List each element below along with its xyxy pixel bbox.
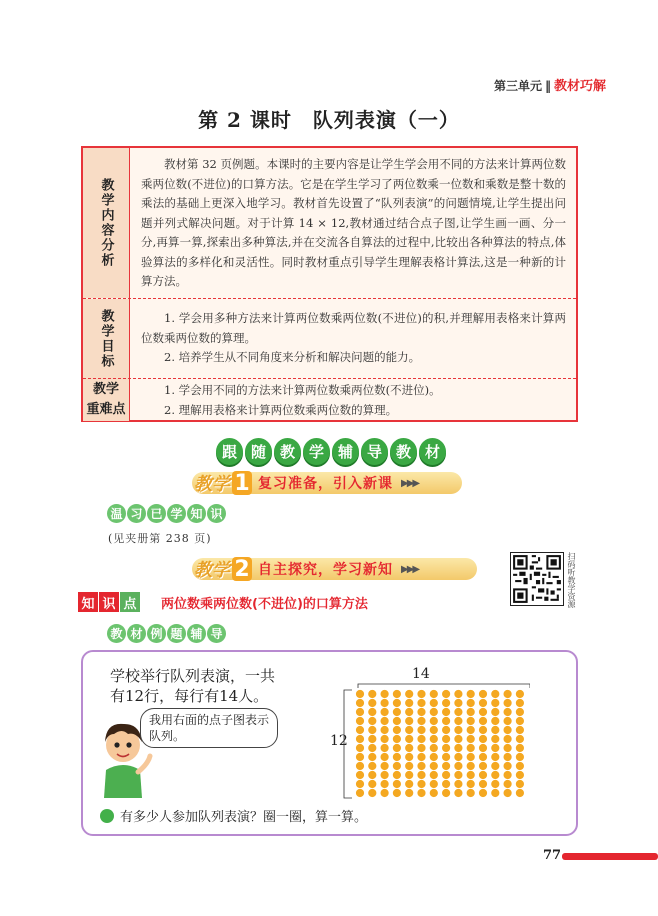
- grid-dot: [491, 708, 499, 716]
- grid-dot: [405, 771, 413, 779]
- grid-dot: [381, 717, 389, 725]
- grid-dot: [454, 726, 462, 734]
- grid-dot: [405, 753, 413, 761]
- grid-dot: [454, 780, 462, 788]
- example-header-char: 例: [147, 624, 166, 643]
- grid-dot: [368, 717, 376, 725]
- qr-code-icon[interactable]: [510, 552, 564, 606]
- grid-dot: [479, 771, 487, 779]
- grid-dot: [516, 699, 524, 707]
- grid-dot: [454, 735, 462, 743]
- page-number: 77: [543, 848, 562, 863]
- grid-dot: [454, 744, 462, 752]
- grid-dot: [430, 753, 438, 761]
- grid-dot: [417, 708, 425, 716]
- grid-dot: [442, 753, 450, 761]
- grid-dot: [467, 753, 475, 761]
- grid-dot: [356, 699, 364, 707]
- problem-text: [110, 666, 310, 706]
- arrow-icon: ▶▶▶: [401, 563, 419, 575]
- grid-dot: [467, 735, 475, 743]
- grid-dot: [381, 780, 389, 788]
- grid-dot: [393, 699, 401, 707]
- grid-dot: [417, 753, 425, 761]
- bullet-icon: [100, 809, 114, 823]
- info-paragraph: 2. 培养学生从不同角度来分析和解决问题的能力。: [164, 350, 421, 364]
- teaching-info-table: [81, 146, 578, 422]
- grid-dot: [504, 735, 512, 743]
- grid-dot: [454, 753, 462, 761]
- grid-dot: [405, 789, 413, 797]
- dot-grid-dots: [356, 690, 524, 797]
- grid-dot: [405, 762, 413, 770]
- grid-dot: [516, 780, 524, 788]
- info-paragraph: 1. 学会用多种方法来计算两位数乘两位数(不进位)的积,并理解用表格来计算两位数乘两位数的算理。: [141, 311, 566, 345]
- page-bar: [562, 853, 658, 860]
- grid-dot: [491, 771, 499, 779]
- banner-char: 学: [303, 438, 330, 465]
- grid-dot: [356, 744, 364, 752]
- grid-dot: [504, 690, 512, 698]
- kp-char: 点: [120, 592, 140, 612]
- grid-dot: [393, 735, 401, 743]
- grid-dot: [504, 726, 512, 734]
- grid-dot: [405, 735, 413, 743]
- grid-dot: [356, 717, 364, 725]
- grid-dot: [504, 717, 512, 725]
- grid-dot: [479, 690, 487, 698]
- question: [100, 806, 367, 825]
- grid-dot: [479, 753, 487, 761]
- grid-dot: [504, 699, 512, 707]
- grid-dot: [454, 708, 462, 716]
- grid-dot: [504, 771, 512, 779]
- grid-dot: [491, 780, 499, 788]
- grid-dot: [356, 735, 364, 743]
- grid-dot: [356, 762, 364, 770]
- grid-dot: [467, 762, 475, 770]
- grid-dot: [516, 771, 524, 779]
- example-header: [107, 624, 226, 643]
- grid-dot: [381, 771, 389, 779]
- section-label: 教材巧解: [553, 79, 606, 94]
- grid-dot: [516, 726, 524, 734]
- grid-dot: [368, 780, 376, 788]
- info-paragraph: 1. 学会用不同的方法来计算两位数乘两位数(不进位)。: [164, 383, 441, 397]
- step-1-header: [192, 472, 462, 494]
- grid-dot: [430, 735, 438, 743]
- grid-dot: [417, 699, 425, 707]
- grid-dot: [430, 708, 438, 716]
- step-word: 教学: [194, 474, 230, 495]
- grid-dot: [356, 726, 364, 734]
- grid-dot: [417, 690, 425, 698]
- grid-dot: [393, 690, 401, 698]
- grid-dot: [467, 717, 475, 725]
- step-number: 2: [232, 557, 252, 581]
- grid-dot: [491, 699, 499, 707]
- qr-caption: 扫码听教学资源: [567, 552, 576, 608]
- grid-dot: [430, 726, 438, 734]
- grid-dot: [417, 735, 425, 743]
- grid-dot: [442, 690, 450, 698]
- grid-dot: [368, 726, 376, 734]
- grid-dot: [491, 726, 499, 734]
- review-char: 已: [147, 504, 166, 523]
- header-separator: ‖: [544, 79, 551, 93]
- step-number: 1: [232, 471, 252, 495]
- grid-dot: [368, 699, 376, 707]
- info-row-label: 教学内容分析: [83, 148, 130, 298]
- grid-dot: [368, 771, 376, 779]
- review-char: 识: [207, 504, 226, 523]
- grid-dot: [454, 789, 462, 797]
- grid-dot: [454, 762, 462, 770]
- grid-dot: [393, 789, 401, 797]
- info-row-label: 教学目标: [83, 299, 130, 379]
- grid-dot: [356, 753, 364, 761]
- grid-dot: [393, 771, 401, 779]
- grid-dot: [442, 708, 450, 716]
- grid-dot: [368, 735, 376, 743]
- grid-dot: [430, 744, 438, 752]
- grid-dot: [417, 780, 425, 788]
- grid-dot: [467, 780, 475, 788]
- grid-dot: [442, 699, 450, 707]
- grid-dot: [504, 753, 512, 761]
- step-title: 复习准备，引入新课: [258, 476, 393, 492]
- grid-dot: [393, 744, 401, 752]
- info-paragraph: 教材第 32 页例题。本课时的主要内容是让学生学会用不同的方法来计算两位数乘两位数(不进位)的口算方法。它是在学生学习了两位数乘一位数和乘数是整十数的乘法的基础上更深入地学习。教材首先设置了“队列表演”的问题情境,让学生提出问题并列式解决问题。对于计算 14 × 12,教材通过结合点子图,让学生画一画、分一分,再算一算,探索出多种算法,并在交流各自算法的过程中,比较出各种算法的特点,体验算法的多样化和灵活性。同时教材重点引导学生理解表格计算法,这是一种新的计算方法。: [141, 157, 566, 288]
- grid-dot: [368, 708, 376, 716]
- reference-note: (见夹册第 238 页): [108, 532, 212, 545]
- grid-dot: [491, 744, 499, 752]
- grid-dot: [491, 690, 499, 698]
- example-header-char: 辅: [187, 624, 206, 643]
- grid-dot: [442, 762, 450, 770]
- grid-dot: [368, 762, 376, 770]
- review-header: [107, 504, 226, 523]
- grid-dot: [356, 780, 364, 788]
- review-char: 知: [187, 504, 206, 523]
- grid-dot: [368, 690, 376, 698]
- review-char: 温: [107, 504, 126, 523]
- grid-dot: [356, 708, 364, 716]
- grid-dot: [467, 771, 475, 779]
- grid-dot: [381, 735, 389, 743]
- info-paragraph: 2. 理解用表格来计算两位数乘两位数的算理。: [164, 402, 398, 417]
- grid-dot: [504, 780, 512, 788]
- arrow-icon: ▶▶▶: [401, 477, 419, 489]
- banner-char: 跟: [216, 438, 243, 465]
- info-row-key-points: [83, 378, 576, 421]
- grid-dot: [430, 699, 438, 707]
- grid-dot: [368, 744, 376, 752]
- grid-dot: [491, 789, 499, 797]
- example-header-char: 题: [167, 624, 186, 643]
- grid-dot: [430, 717, 438, 725]
- grid-dot: [356, 771, 364, 779]
- kp-title: 两位数乘两位数(不进位)的口算方法: [161, 596, 368, 612]
- grid-dot: [516, 690, 524, 698]
- grid-dot: [504, 708, 512, 716]
- grid-dot: [417, 789, 425, 797]
- grid-dot: [491, 762, 499, 770]
- step-word: 教学: [194, 560, 230, 581]
- grid-dot: [430, 789, 438, 797]
- grid-dot: [381, 744, 389, 752]
- info-row-content-analysis: [83, 148, 576, 298]
- problem-line: 有12行，每行有14人。: [110, 687, 269, 705]
- grid-dot: [516, 789, 524, 797]
- grid-dot: [479, 735, 487, 743]
- grid-dot: [356, 789, 364, 797]
- grid-dot: [467, 690, 475, 698]
- grid-dot: [454, 717, 462, 725]
- grid-dot: [467, 789, 475, 797]
- follow-textbook-banner: [216, 438, 446, 468]
- banner-char: 教: [390, 438, 417, 465]
- unit-header: [494, 75, 606, 94]
- step-title: 自主探究，学习新知: [258, 562, 393, 578]
- grid-dot: [417, 771, 425, 779]
- grid-dot: [393, 762, 401, 770]
- columns-label: 14: [412, 666, 430, 682]
- grid-dot: [393, 717, 401, 725]
- info-row-objectives: [83, 298, 576, 379]
- banner-char: 辅: [332, 438, 359, 465]
- grid-dot: [417, 726, 425, 734]
- speech-bubble: 我用右面的点子图表示队列。: [140, 708, 278, 748]
- grid-dot: [430, 771, 438, 779]
- grid-dot: [442, 726, 450, 734]
- grid-dot: [405, 744, 413, 752]
- grid-dot: [479, 789, 487, 797]
- grid-dot: [442, 735, 450, 743]
- grid-dot: [381, 789, 389, 797]
- label-line: 重难点: [86, 402, 126, 417]
- kp-char: 知: [78, 592, 98, 612]
- rows-label: 12: [330, 733, 348, 749]
- grid-dot: [405, 699, 413, 707]
- grid-dot: [405, 717, 413, 725]
- grid-dot: [381, 690, 389, 698]
- grid-dot: [368, 789, 376, 797]
- knowledge-point: [78, 592, 368, 612]
- grid-dot: [504, 762, 512, 770]
- banner-char: 随: [245, 438, 272, 465]
- grid-dot: [467, 699, 475, 707]
- example-header-char: 教: [107, 624, 126, 643]
- grid-dot: [405, 726, 413, 734]
- grid-dot: [405, 780, 413, 788]
- grid-dot: [467, 708, 475, 716]
- question-text: 有多少人参加队列表演？圈一圈，算一算。: [120, 810, 368, 825]
- grid-dot: [454, 690, 462, 698]
- grid-dot: [381, 708, 389, 716]
- grid-dot: [393, 780, 401, 788]
- grid-dot: [479, 762, 487, 770]
- grid-dot: [467, 726, 475, 734]
- grid-dot: [491, 753, 499, 761]
- grid-dot: [479, 744, 487, 752]
- dot-grid: [340, 682, 530, 800]
- grid-dot: [516, 708, 524, 716]
- info-row-content: [141, 309, 566, 368]
- banner-char: 材: [419, 438, 446, 465]
- grid-dot: [381, 762, 389, 770]
- grid-dot: [516, 753, 524, 761]
- grid-dot: [393, 753, 401, 761]
- grid-dot: [417, 762, 425, 770]
- grid-dot: [381, 726, 389, 734]
- grid-dot: [467, 744, 475, 752]
- info-row-content: [141, 381, 566, 420]
- review-char: 学: [167, 504, 186, 523]
- banner-char: 教: [274, 438, 301, 465]
- lesson-title: 第 2 课时 队列表演（一）: [198, 108, 460, 132]
- grid-dot: [479, 708, 487, 716]
- grid-dot: [442, 771, 450, 779]
- grid-dot: [430, 780, 438, 788]
- example-header-char: 材: [127, 624, 146, 643]
- grid-dot: [381, 699, 389, 707]
- info-row-content: [141, 155, 566, 292]
- grid-dot: [516, 717, 524, 725]
- grid-dot: [381, 753, 389, 761]
- grid-dot: [442, 717, 450, 725]
- banner-char: 导: [361, 438, 388, 465]
- grid-dot: [442, 744, 450, 752]
- grid-dot: [430, 762, 438, 770]
- grid-dot: [417, 744, 425, 752]
- grid-dot: [516, 735, 524, 743]
- grid-dot: [417, 717, 425, 725]
- grid-dot: [454, 699, 462, 707]
- info-row-label: [83, 379, 130, 421]
- problem-line: 学校举行队列表演，一共: [110, 667, 276, 685]
- grid-dot: [430, 690, 438, 698]
- grid-dot: [504, 789, 512, 797]
- grid-dot: [479, 717, 487, 725]
- grid-dot: [393, 708, 401, 716]
- grid-dot: [405, 708, 413, 716]
- example-header-char: 导: [207, 624, 226, 643]
- grid-dot: [368, 753, 376, 761]
- grid-dot: [516, 744, 524, 752]
- grid-dot: [442, 780, 450, 788]
- kp-char: 识: [99, 592, 119, 612]
- grid-dot: [442, 789, 450, 797]
- step-2-header: [192, 558, 477, 580]
- grid-dot: [479, 726, 487, 734]
- label-line: 教学: [92, 382, 119, 397]
- grid-dot: [454, 771, 462, 779]
- unit-label: 第三单元: [493, 79, 542, 93]
- grid-dot: [405, 690, 413, 698]
- grid-dot: [491, 735, 499, 743]
- grid-dot: [356, 690, 364, 698]
- grid-dot: [393, 726, 401, 734]
- grid-dot: [504, 744, 512, 752]
- grid-dot: [516, 762, 524, 770]
- grid-dot: [479, 699, 487, 707]
- grid-dot: [491, 717, 499, 725]
- review-char: 习: [127, 504, 146, 523]
- grid-dot: [479, 780, 487, 788]
